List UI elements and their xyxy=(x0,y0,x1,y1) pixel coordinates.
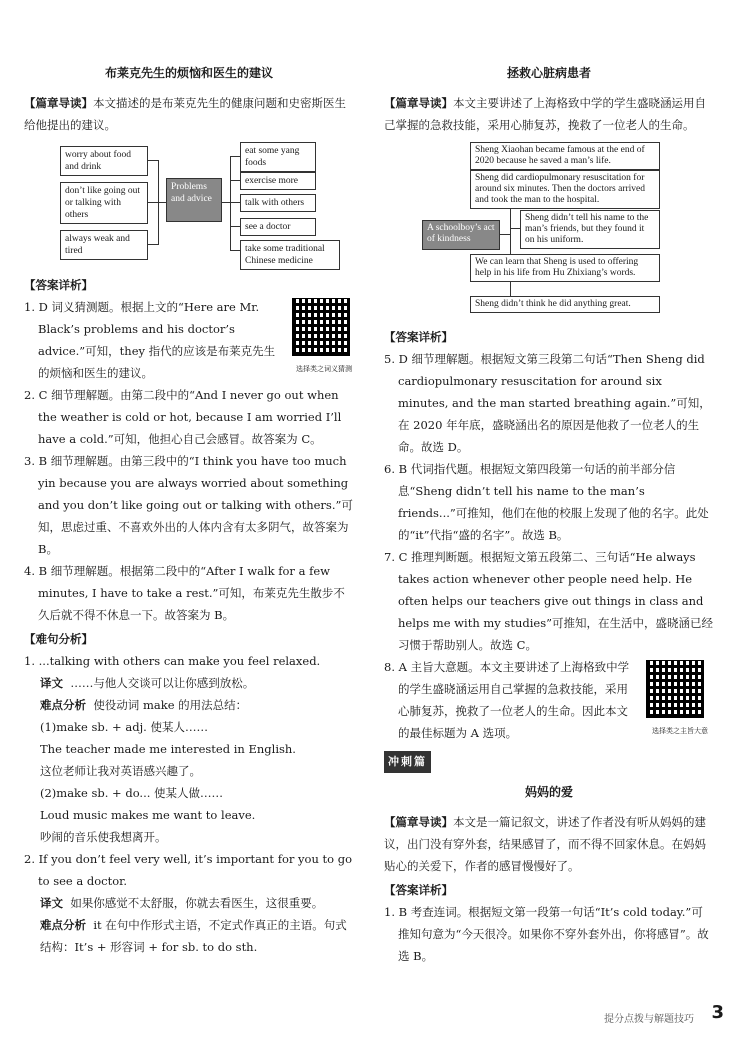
intro-text: 本文描述的是布莱克先生的健康问题和史密斯医生给他提出的建议。 xyxy=(24,96,346,132)
event-box-2: Sheng did cardiopulmonary resuscitation for around six minutes. Then the doctors arrived and took the man to the hospital. xyxy=(470,170,660,209)
mindmap-left xyxy=(30,142,340,268)
advice-box-2: exercise more xyxy=(240,172,316,190)
trans-label-2: 译文 xyxy=(40,896,63,910)
advice-box-4: see a doctor xyxy=(240,218,316,236)
footer-text: 提分点拨与解题技巧 xyxy=(604,1014,694,1025)
advice-box-3: talk with others xyxy=(240,194,316,212)
intro-left xyxy=(24,92,354,136)
event-box-5: Sheng didn’t think he did anything great. xyxy=(470,296,660,313)
answer-8: 8. A 主旨大意题。本文主要讲述了上海格致中学的学生盛晓涵运用自己掌握的急救技能，采用心肺复苏，挽救了一位老人的生命。因此本文的最佳标题为 A 选项。 xyxy=(384,660,630,740)
center-box-right: A schoolboy’s act of kindness xyxy=(422,220,500,250)
event-box-4: We can learn that Sheng is used to offering help in his life from Hu Zhixiang’s words. xyxy=(470,254,660,282)
intro-tag: 【篇章导读】 xyxy=(24,96,93,110)
problem-box-1: worry about food and drink xyxy=(60,146,148,176)
usage-2: (2)make sb. + do... 使某人做…… xyxy=(40,786,224,800)
answers-head-2: 【答案详析】 xyxy=(384,883,453,897)
answer-2: 2. C 细节理解题。由第二段中的“And I never go out when the weather is cold or hot, because I am worried I’ll have a cold.”可知，他担心自己会感冒。故答案为 C。 xyxy=(24,388,342,446)
answer-7: 7. C 推理判断题。根据短文第五段第二、三句话“He always takes action whenever other people need help. He often helps our teachers give out things in class and helps me with my studies”可推知，在生活中，盛晓涵已经习惯于帮助别人。故选 C。 xyxy=(384,550,713,652)
qr-code-icon xyxy=(292,298,350,356)
advice-box-1: eat some yang foods xyxy=(240,142,316,172)
answers-head-right: 【答案详析】 xyxy=(384,330,453,344)
intro-text-2: 本文是一篇记叙文，讲述了作者没有听从妈妈的建议，出门没有穿外套，结果感冒了，而不得不回家休息。在妈妈贴心的关爱下，作者的感冒慢慢好了。 xyxy=(384,815,706,873)
page-number: 3 xyxy=(711,1002,724,1023)
example-1-en: The teacher made me interested in English. xyxy=(40,742,296,756)
note-text-2: it 在句中作形式主语，不定式作真正的主语。句式结构：It’s + 形容词 + for sb. to do sth. xyxy=(40,918,347,954)
answer-1: 1. D 词义猜测题。根据上文的“Here are Mr. Black’s problems and his doctor’s advice.”可知，they 指代的应该是布莱克先生的烦恼和医生的建议。 xyxy=(24,300,276,380)
note-text: 使役动词 make 的用法总结： xyxy=(93,698,248,712)
left-column xyxy=(24,62,354,958)
event-box-1: Sheng Xiaohan became famous at the end of 2020 because he saved a man’s life. xyxy=(470,142,660,170)
intro-tag-2: 【篇章导读】 xyxy=(384,815,453,829)
note-label-2: 难点分析 xyxy=(40,918,86,932)
usage-1: (1)make sb. + adj. 使某人…… xyxy=(40,720,208,734)
answer-1b: 1. B 考查连词。根据短文第一段第一句话“It’s cold today.”可推知句意为“今天很冷。如果你不穿外套外出，你将感冒”。故选 B。 xyxy=(384,905,709,963)
answer-4: 4. B 细节理解题。根据第二段中的“After I walk for a few minutes, I have to take a rest.”可知，布莱克先生散步不久后就不得不休息一下。故答案为 B。 xyxy=(24,564,345,622)
trans-text: ……与他人交谈可以让你感到放松。 xyxy=(70,676,255,690)
qr-caption-2: 选择类之主旨大意 xyxy=(652,727,708,735)
qr-code-icon-2 xyxy=(646,660,704,718)
intro-text-right: 本文主要讲述了上海格致中学的学生盛晓涵运用自己掌握的急救技能，采用心肺复苏，挽救了一位老人的生命。 xyxy=(384,96,706,132)
trans-text-2: 如果你感觉不太舒服，你就去看医生，这很重要。 xyxy=(70,896,324,910)
problem-box-3: always weak and tired xyxy=(60,230,148,260)
qr-caption: 选择类之词义猜测 xyxy=(296,365,352,373)
hard-2-en: 2. If you don’t feel very well, it’s important for you to go to see a doctor. xyxy=(24,852,352,888)
answer-3: 3. B 细节理解题。由第三段中的“I think you have too much yin because you are always worried about something and you don’t like going out or talking with others.”可知，思虑过重、不喜欢外出的人体内含有太多阴气，故答案为 B。 xyxy=(24,454,353,556)
answer-5: 5. D 细节理解题。根据短文第三段第二句话“Then Sheng did cardiopulmonary resuscitation for around six minutes, and the man started breathing again.”可知，在 2020 年年底，盛晓涵出名的原因是他救了一位老人的生命。故选 D。 xyxy=(384,352,711,454)
mindmap-right xyxy=(388,142,710,320)
hard-sentence-head: 【难句分析】 xyxy=(24,632,93,646)
center-box-left: Problems and advice xyxy=(166,178,222,222)
answers-head-left: 【答案详析】 xyxy=(24,278,93,292)
intro-right xyxy=(384,92,714,136)
answer-6: 6. B 代词指代题。根据短文第四段第一句话的前半部分信息“Sheng didn’t tell his name to the man’s friends...”可推知，他们在他的校服上发现了他的名字。此处的“it”代指“盛的名字”。故选 B。 xyxy=(384,462,709,542)
example-2-en: Loud music makes me want to leave. xyxy=(40,808,256,822)
intro-tag-right: 【篇章导读】 xyxy=(384,96,453,110)
right-column xyxy=(384,62,714,967)
article-title-right: 拯救心脏病患者 xyxy=(506,66,591,80)
article-title-2: 妈妈的爱 xyxy=(524,785,573,799)
example-2-zh: 吵闹的音乐使我想离开。 xyxy=(40,830,167,844)
article-title-left: 布莱克先生的烦恼和医生的建议 xyxy=(104,66,273,80)
advice-box-5: take some traditional Chinese medicine xyxy=(240,240,340,270)
problem-box-2: don’t like going out or talking with others xyxy=(60,182,148,224)
hard-1-en: 1. ...talking with others can make you feel relaxed. xyxy=(24,654,321,668)
example-1-zh: 这位老师让我对英语感兴趣了。 xyxy=(40,764,201,778)
trans-label: 译文 xyxy=(40,676,63,690)
sprint-badge: 冲刺篇 xyxy=(384,751,431,773)
note-label: 难点分析 xyxy=(40,698,86,712)
event-box-3: Sheng didn’t tell his name to the man’s friends, but they found it on his uniform. xyxy=(520,210,660,249)
